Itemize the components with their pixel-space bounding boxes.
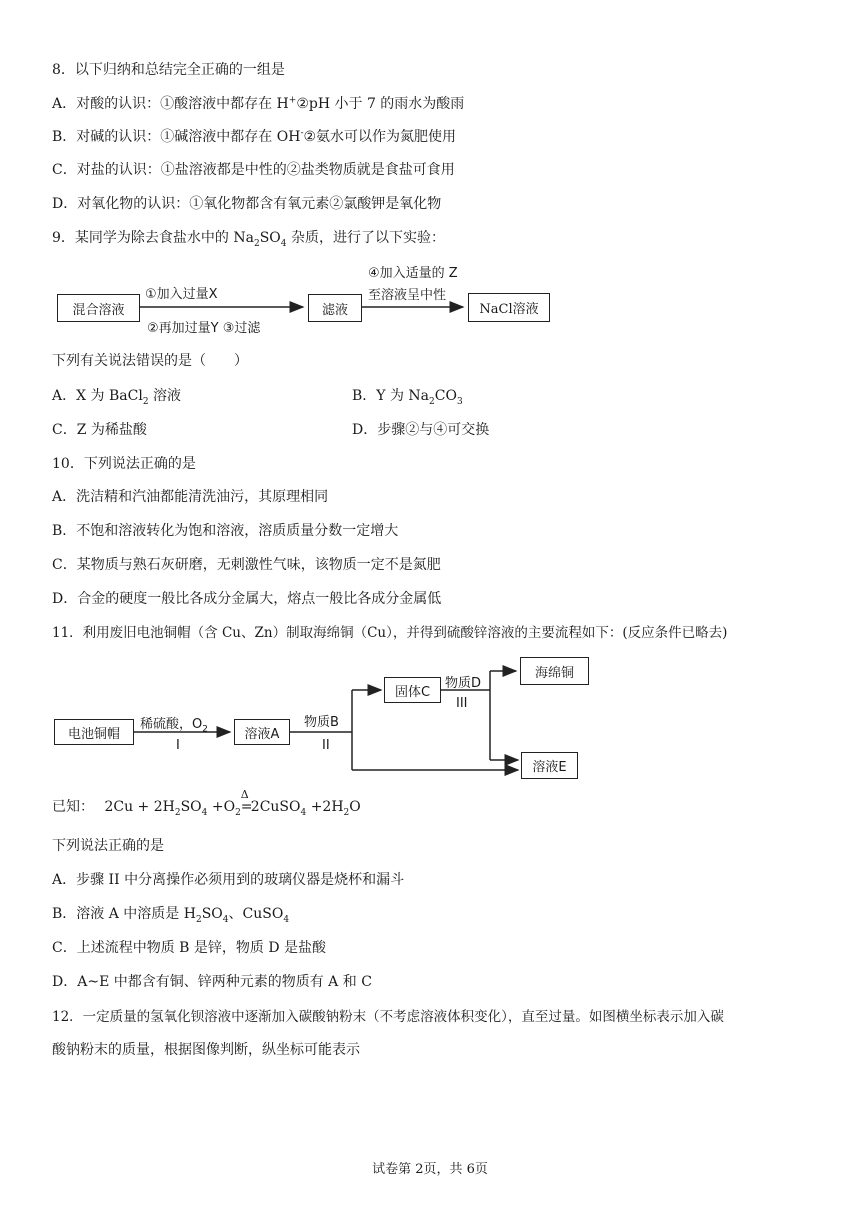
q10-option-d: D．合金的硬度一般比各成分金属大，熔点一般比各成分金属低 bbox=[52, 591, 442, 607]
flow-step-ii: II bbox=[322, 738, 330, 753]
flow-box-battery-cap: 电池铜帽 bbox=[54, 719, 134, 745]
q10-stem: 10．下列说法正确的是 bbox=[52, 456, 196, 472]
flow-reagent-1: 稀硫酸，$O_2$ bbox=[140, 717, 208, 735]
q8-stem: 8．以下归纳和总结完全正确的一组是 bbox=[52, 62, 285, 78]
flow-step-i: I bbox=[176, 738, 180, 753]
q11-stem: 11．利用废旧电池铜帽（含 Cu、Zn）制取海绵铜（Cu），并得到硫酸锌溶液的主要流程如下：(反应条件已略去) bbox=[52, 625, 728, 641]
flow-step-1: ①加入过量X bbox=[145, 287, 218, 302]
q9-option-c: C．Z 为稀盐酸 bbox=[52, 422, 147, 438]
q9-question: 下列有关说法错误的是（ ） bbox=[52, 353, 248, 369]
q9-option-d: D．步骤②与④可交换 bbox=[352, 422, 490, 438]
q11-known-equation: 已知： $2Cu + 2H_2SO_4 +O_2$ Δ =2CuSO$_4$ $+2H_2O$ bbox=[52, 788, 361, 818]
q8-option-d: D．对氧化物的认识：①氧化物都含有氧元素②氯酸钾是氧化物 bbox=[52, 196, 442, 212]
flow-step-2-3: ②再加过量Y ③过滤 bbox=[147, 321, 261, 336]
delta-equals-sign: Δ = bbox=[240, 788, 253, 815]
q12-stem-line-2: 酸钠粉末的质量，根据图像判断，纵坐标可能表示 bbox=[52, 1042, 360, 1058]
page-footer: 试卷第 2页，共 6页 bbox=[372, 1162, 488, 1177]
flow-reagent-b: 物质B bbox=[304, 715, 339, 730]
q8-option-b: B．对碱的认识：①碱溶液中都存在 OH-②氨水可以作为氮肥使用 bbox=[52, 128, 457, 145]
q10-option-a: A．洗洁精和汽油都能清洗油污，其原理相同 bbox=[52, 489, 329, 505]
q9-option-a: A．X 为 BaCl$_2$ 溶液 bbox=[52, 388, 181, 407]
q9-option-b: B．Y 为 $Na_2CO_3$ bbox=[352, 388, 463, 407]
flow-box-mixed-solution: 混合溶液 bbox=[57, 294, 140, 322]
flow-step-4a: ④加入适量的 Z bbox=[368, 266, 458, 281]
flow-box-sponge-copper: 海绵铜 bbox=[520, 657, 589, 685]
flow-box-filtrate: 滤液 bbox=[308, 294, 362, 322]
flow-step-iii: III bbox=[456, 696, 468, 711]
flow-box-solid-c: 固体C bbox=[384, 677, 441, 703]
q8-option-a: A．对酸的认识：①酸溶液中都存在 H+②pH 小于 7 的雨水为酸雨 bbox=[52, 95, 465, 112]
q11-option-d: D．A~E 中都含有铜、锌两种元素的物质有 A 和 C bbox=[52, 974, 372, 990]
q8-option-c: C．对盐的认识：①盐溶液都是中性的②盐类物质就是食盐可食用 bbox=[52, 162, 455, 178]
q9-stem: 9．某同学为除去食盐水中的 $Na_2SO_4$ 杂质，进行了以下实验： bbox=[52, 230, 445, 249]
q10-option-b: B．不饱和溶液转化为饱和溶液，溶质质量分数一定增大 bbox=[52, 523, 399, 539]
flow-box-solution-e: 溶液E bbox=[521, 752, 578, 779]
q11-question: 下列说法正确的是 bbox=[52, 838, 164, 854]
flow-box-solution-a: 溶液A bbox=[234, 719, 290, 745]
q11-option-c: C．上述流程中物质 B 是锌，物质 D 是盐酸 bbox=[52, 940, 327, 956]
q10-option-c: C．某物质与熟石灰研磨，无刺激性气味，该物质一定不是氮肥 bbox=[52, 557, 441, 573]
q11-option-a: A．步骤 II 中分离操作必须用到的玻璃仪器是烧杯和漏斗 bbox=[52, 872, 405, 888]
flow-step-4b: 至溶液呈中性 bbox=[368, 288, 447, 303]
q11-option-b: B．溶液 A 中溶质是 $H_2SO_4$、CuSO$_4$ bbox=[52, 906, 290, 925]
flow-box-nacl: NaCl溶液 bbox=[468, 293, 550, 322]
q12-stem-line-1: 12．一定质量的氢氧化钡溶液中逐渐加入碳酸钠粉末（不考虑溶液体积变化），直至过量。如图横坐标表示加入碳 bbox=[52, 1009, 724, 1025]
flow-reagent-d: 物质D bbox=[445, 676, 482, 691]
